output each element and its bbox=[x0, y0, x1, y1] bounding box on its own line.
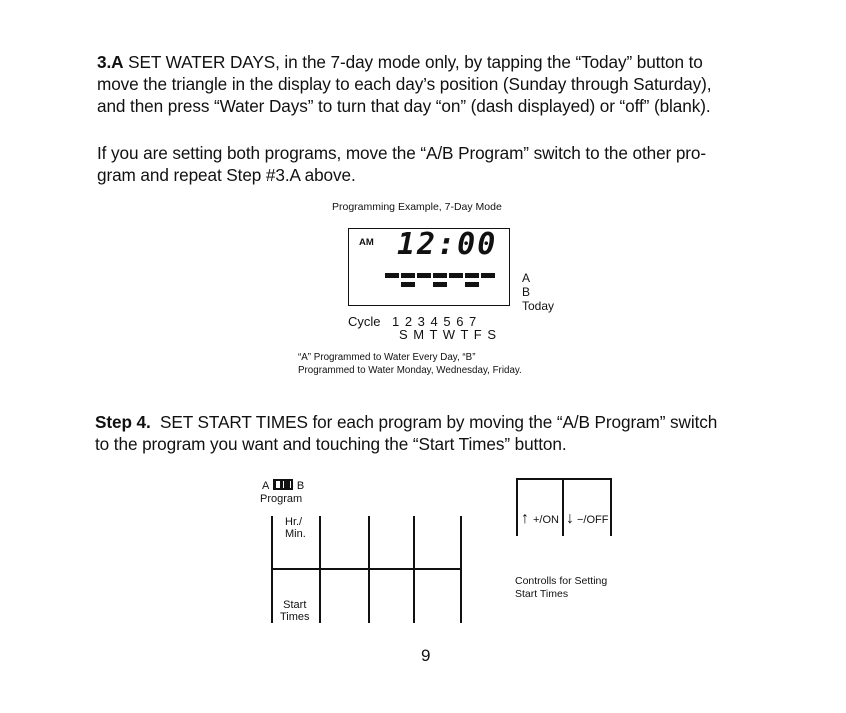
lcd-program-a-dash-6 bbox=[465, 273, 479, 278]
page-number: 9 bbox=[421, 646, 431, 665]
lcd-program-a-dash-1 bbox=[385, 273, 399, 278]
switch-body-icon bbox=[273, 479, 293, 490]
step-4-line-2: to the program you want and touching the “Start Times” button. bbox=[95, 434, 567, 454]
controls-caption bbox=[515, 575, 607, 601]
hr-min-button-label: Hr./ Min. bbox=[285, 516, 306, 540]
example-note bbox=[298, 351, 522, 377]
up-arrow-icon: ↑ bbox=[521, 510, 529, 527]
lcd-program-a-dash-3 bbox=[417, 273, 431, 278]
step-3a-line-1: 3.A SET WATER DAYS, in the 7-day mode only, by tapping the “Today” button to bbox=[97, 52, 703, 72]
on-button[interactable] bbox=[521, 510, 561, 534]
lcd-program-a-dash-7 bbox=[481, 273, 495, 278]
off-button-label: −/OFF bbox=[577, 514, 609, 526]
step-3a-label: 3.A bbox=[97, 52, 124, 72]
lcd-am-indicator: AM bbox=[359, 237, 374, 248]
step-3a-line-2: move the triangle in the display to each day’s position (Sunday through Saturday), bbox=[97, 74, 712, 94]
panel-divider bbox=[271, 568, 462, 570]
lcd-program-b-dash-friday bbox=[465, 282, 479, 287]
day-letters: S M T W T F S bbox=[399, 327, 497, 342]
lcd-program-a-dash-4 bbox=[433, 273, 447, 278]
start-times-button-label: Start Times bbox=[280, 599, 310, 623]
example-note-line-2: Programmed to Water Monday, Wednesday, Friday. bbox=[298, 365, 522, 376]
step-4-label: Step 4. bbox=[95, 412, 151, 432]
lcd-program-a-dash-5 bbox=[449, 273, 463, 278]
step-3a-line-3: and then press “Water Days” to turn that day “on” (dash displayed) or “off” (blank). bbox=[97, 96, 711, 116]
both-programs-line-1: If you are setting both programs, move the “A/B Program” switch to the other pro- bbox=[97, 143, 707, 163]
lcd-label-b: B bbox=[522, 285, 531, 299]
cycle-label: Cycle bbox=[348, 314, 381, 329]
example-caption: Programming Example, 7-Day Mode bbox=[332, 201, 502, 213]
down-arrow-icon: ↓ bbox=[566, 510, 574, 527]
lcd-program-b-dash-monday bbox=[401, 282, 415, 287]
lcd-label-today: Today bbox=[522, 299, 555, 313]
lcd-program-b-dash-wednesday bbox=[433, 282, 447, 287]
lcd-label-a: A bbox=[522, 271, 531, 285]
controls-mid-line bbox=[562, 478, 564, 536]
step-4-line-1: Step 4. SET START TIMES for each program by moving the “A/B Program” switch bbox=[95, 412, 718, 432]
off-button[interactable] bbox=[566, 510, 610, 534]
switch-b-label: B bbox=[296, 480, 305, 492]
lcd-program-a-dash-2 bbox=[401, 273, 415, 278]
switch-a-label: A bbox=[262, 480, 269, 492]
example-note-line-1: “A” Programmed to Water Every Day, “B” bbox=[298, 352, 476, 363]
program-label: Program bbox=[260, 493, 303, 505]
controls-top-line bbox=[516, 478, 612, 480]
lcd-time: 12:00 bbox=[397, 227, 498, 262]
controls-caption-line-2: Start Times bbox=[515, 588, 569, 600]
step-4-paragraph bbox=[95, 411, 795, 455]
step-3a-paragraph bbox=[97, 51, 797, 117]
controls-left-line bbox=[516, 478, 518, 536]
controls-caption-line-1: Controlls for Setting bbox=[515, 575, 608, 587]
on-button-label: +/ON bbox=[533, 514, 559, 526]
ab-program-switch bbox=[262, 479, 304, 492]
both-programs-paragraph bbox=[97, 142, 797, 186]
lcd-display bbox=[348, 228, 510, 306]
cycle-numbers: 1 2 3 4 5 6 7 bbox=[392, 314, 478, 329]
controls-right-line bbox=[610, 478, 612, 536]
both-programs-line-2: gram and repeat Step #3.A above. bbox=[97, 165, 356, 185]
